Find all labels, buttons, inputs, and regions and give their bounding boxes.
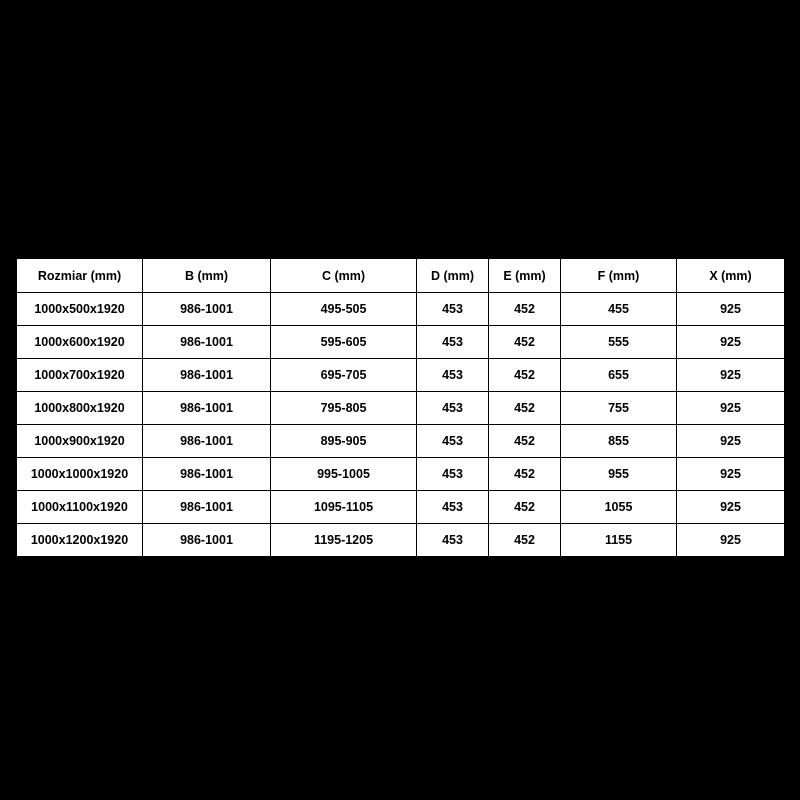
cell-b: 986-1001: [143, 392, 271, 425]
cell-e: 452: [489, 293, 561, 326]
cell-e: 452: [489, 392, 561, 425]
cell-size: 1000x700x1920: [17, 359, 143, 392]
cell-b: 986-1001: [143, 425, 271, 458]
cell-f: 1055: [561, 491, 677, 524]
specification-table-container: [16, 258, 784, 557]
cell-d: 453: [417, 524, 489, 557]
table-body: [17, 293, 785, 557]
cell-b: 986-1001: [143, 359, 271, 392]
cell-d: 453: [417, 491, 489, 524]
cell-d: 453: [417, 359, 489, 392]
cell-c: 595-605: [271, 326, 417, 359]
cell-x: 925: [677, 491, 785, 524]
cell-size: 1000x1200x1920: [17, 524, 143, 557]
cell-x: 925: [677, 425, 785, 458]
cell-x: 925: [677, 392, 785, 425]
cell-x: 925: [677, 458, 785, 491]
cell-size: 1000x500x1920: [17, 293, 143, 326]
column-header-b: B (mm): [143, 259, 271, 293]
cell-c: 995-1005: [271, 458, 417, 491]
cell-e: 452: [489, 326, 561, 359]
cell-d: 453: [417, 293, 489, 326]
cell-x: 925: [677, 359, 785, 392]
table-header: [17, 259, 785, 293]
cell-size: 1000x1100x1920: [17, 491, 143, 524]
cell-f: 1155: [561, 524, 677, 557]
cell-b: 986-1001: [143, 293, 271, 326]
cell-size: 1000x600x1920: [17, 326, 143, 359]
cell-c: 895-905: [271, 425, 417, 458]
table-row: [17, 524, 785, 557]
cell-e: 452: [489, 524, 561, 557]
specification-table: [16, 258, 785, 557]
cell-c: 1095-1105: [271, 491, 417, 524]
cell-d: 453: [417, 425, 489, 458]
cell-c: 795-805: [271, 392, 417, 425]
cell-f: 555: [561, 326, 677, 359]
cell-e: 452: [489, 458, 561, 491]
column-header-f: F (mm): [561, 259, 677, 293]
cell-size: 1000x800x1920: [17, 392, 143, 425]
cell-f: 855: [561, 425, 677, 458]
cell-b: 986-1001: [143, 326, 271, 359]
cell-x: 925: [677, 524, 785, 557]
table-row: [17, 392, 785, 425]
cell-c: 495-505: [271, 293, 417, 326]
cell-b: 986-1001: [143, 458, 271, 491]
cell-e: 452: [489, 491, 561, 524]
column-header-c: C (mm): [271, 259, 417, 293]
cell-f: 455: [561, 293, 677, 326]
cell-b: 986-1001: [143, 524, 271, 557]
cell-d: 453: [417, 458, 489, 491]
table-row: [17, 293, 785, 326]
cell-f: 955: [561, 458, 677, 491]
table-row: [17, 326, 785, 359]
table-row: [17, 359, 785, 392]
cell-e: 452: [489, 425, 561, 458]
cell-c: 1195-1205: [271, 524, 417, 557]
cell-d: 453: [417, 326, 489, 359]
cell-f: 655: [561, 359, 677, 392]
table-row: [17, 458, 785, 491]
column-header-d: D (mm): [417, 259, 489, 293]
cell-x: 925: [677, 326, 785, 359]
table-row: [17, 491, 785, 524]
cell-f: 755: [561, 392, 677, 425]
column-header-e: E (mm): [489, 259, 561, 293]
column-header-x: X (mm): [677, 259, 785, 293]
table-row: [17, 425, 785, 458]
column-header-size: Rozmiar (mm): [17, 259, 143, 293]
cell-size: 1000x1000x1920: [17, 458, 143, 491]
cell-e: 452: [489, 359, 561, 392]
cell-x: 925: [677, 293, 785, 326]
cell-c: 695-705: [271, 359, 417, 392]
cell-d: 453: [417, 392, 489, 425]
cell-b: 986-1001: [143, 491, 271, 524]
table-header-row: [17, 259, 785, 293]
cell-size: 1000x900x1920: [17, 425, 143, 458]
